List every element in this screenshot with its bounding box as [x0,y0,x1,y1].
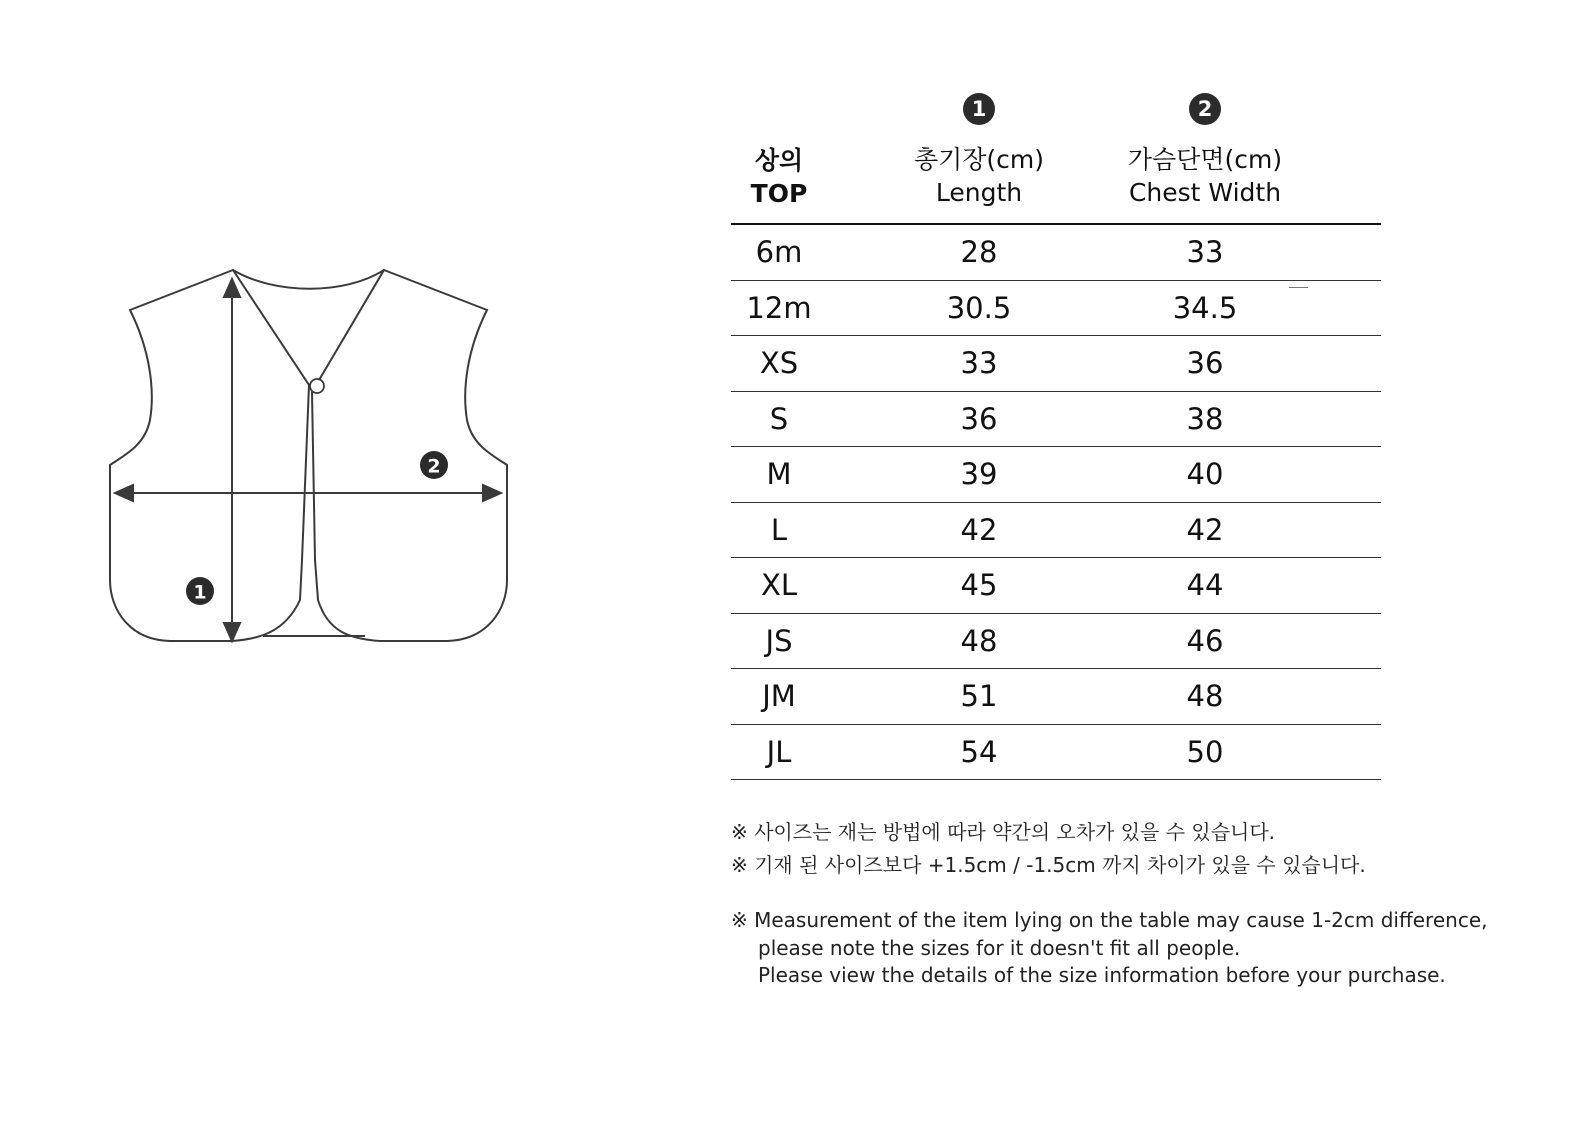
cell-chest: 42 [1186,512,1224,547]
header-chest [1105,88,1305,209]
note-en-line-1: ※ Measurement of the item lying on the table may cause 1-2cm difference, [731,908,1488,932]
note-ko-2: ※ 기재 된 사이즈보다 +1.5cm / -1.5cm 까지 차이가 있을 수 있습니다. [731,853,1366,877]
cell-chest: 33 [1186,235,1224,269]
header-size [731,144,827,210]
marker-2-label: 2 [427,455,441,478]
note-ko-1: ※ 사이즈는 재는 방법에 따라 약간의 오차가 있을 수 있습니다. [731,820,1276,844]
cell-length: 28 [960,235,998,269]
cell-length: 36 [960,401,998,436]
cell-size: L [770,512,788,547]
table-row [731,614,1381,670]
cell-size: S [769,401,789,436]
header-size-en: TOP [750,179,808,208]
length-number-badge: 1 [963,93,995,125]
table-header [731,88,1381,225]
cell-size: JL [766,734,792,769]
header-length-ko: 총기장(cm) [913,145,1045,174]
cell-size: 12m [746,290,812,325]
table-row [731,669,1381,725]
cell-length: 45 [960,568,998,602]
size-notes [731,816,1488,990]
cell-chest: 36 [1186,346,1224,380]
cell-length: 48 [960,623,998,658]
marker-2-icon [420,451,448,479]
table-row [731,503,1381,559]
cell-chest: 48 [1186,679,1224,713]
cell-length: 51 [960,679,998,713]
chest-number-badge: 2 [1189,93,1221,125]
note-en-line-2: please note the sizes for it doesn't fit all people. [758,935,1241,960]
cell-chest: 40 [1186,457,1224,491]
cell-size: XL [760,568,798,602]
header-size-ko: 상의 [754,146,804,175]
header-chest-en: Chest Width [1128,178,1282,207]
cell-length: 33 [960,346,998,380]
header-length [879,88,1079,209]
cell-chest: 46 [1186,623,1224,658]
length-arrow-icon [224,279,240,641]
chest-arrow-icon [115,485,501,501]
marker-1-icon [186,577,214,605]
header-chest-ko: 가슴단면(cm) [1127,145,1283,174]
vest-outline-icon [110,270,507,641]
header-length-en: Length [935,178,1023,207]
stray-dash-divider [1289,287,1308,288]
table-row [731,225,1381,281]
cell-length: 30.5 [946,290,1012,325]
table-row [731,336,1381,392]
marker-1-label: 1 [193,581,207,604]
cell-chest: 38 [1186,401,1224,436]
table-row [731,281,1381,337]
cell-chest: 34.5 [1172,290,1238,325]
cell-size: JS [765,623,793,658]
note-en-line-3: Please view the details of the size information before your purchase. [758,963,1446,987]
size-table [731,88,1381,780]
button-circle-icon [310,379,324,393]
table-row [731,392,1381,448]
cell-chest: 44 [1186,568,1224,602]
cell-size: XS [759,346,799,380]
cell-length: 54 [960,734,998,769]
cell-size: M [766,457,792,491]
table-row [731,558,1381,614]
cell-chest: 50 [1186,734,1224,769]
cell-size: JM [762,679,796,713]
table-row [731,725,1381,781]
vest-diagram [100,255,530,665]
note-en [731,907,1488,990]
cell-length: 39 [960,457,998,491]
table-row [731,447,1381,503]
cell-size: 6m [755,235,803,269]
cell-length: 42 [960,512,998,547]
